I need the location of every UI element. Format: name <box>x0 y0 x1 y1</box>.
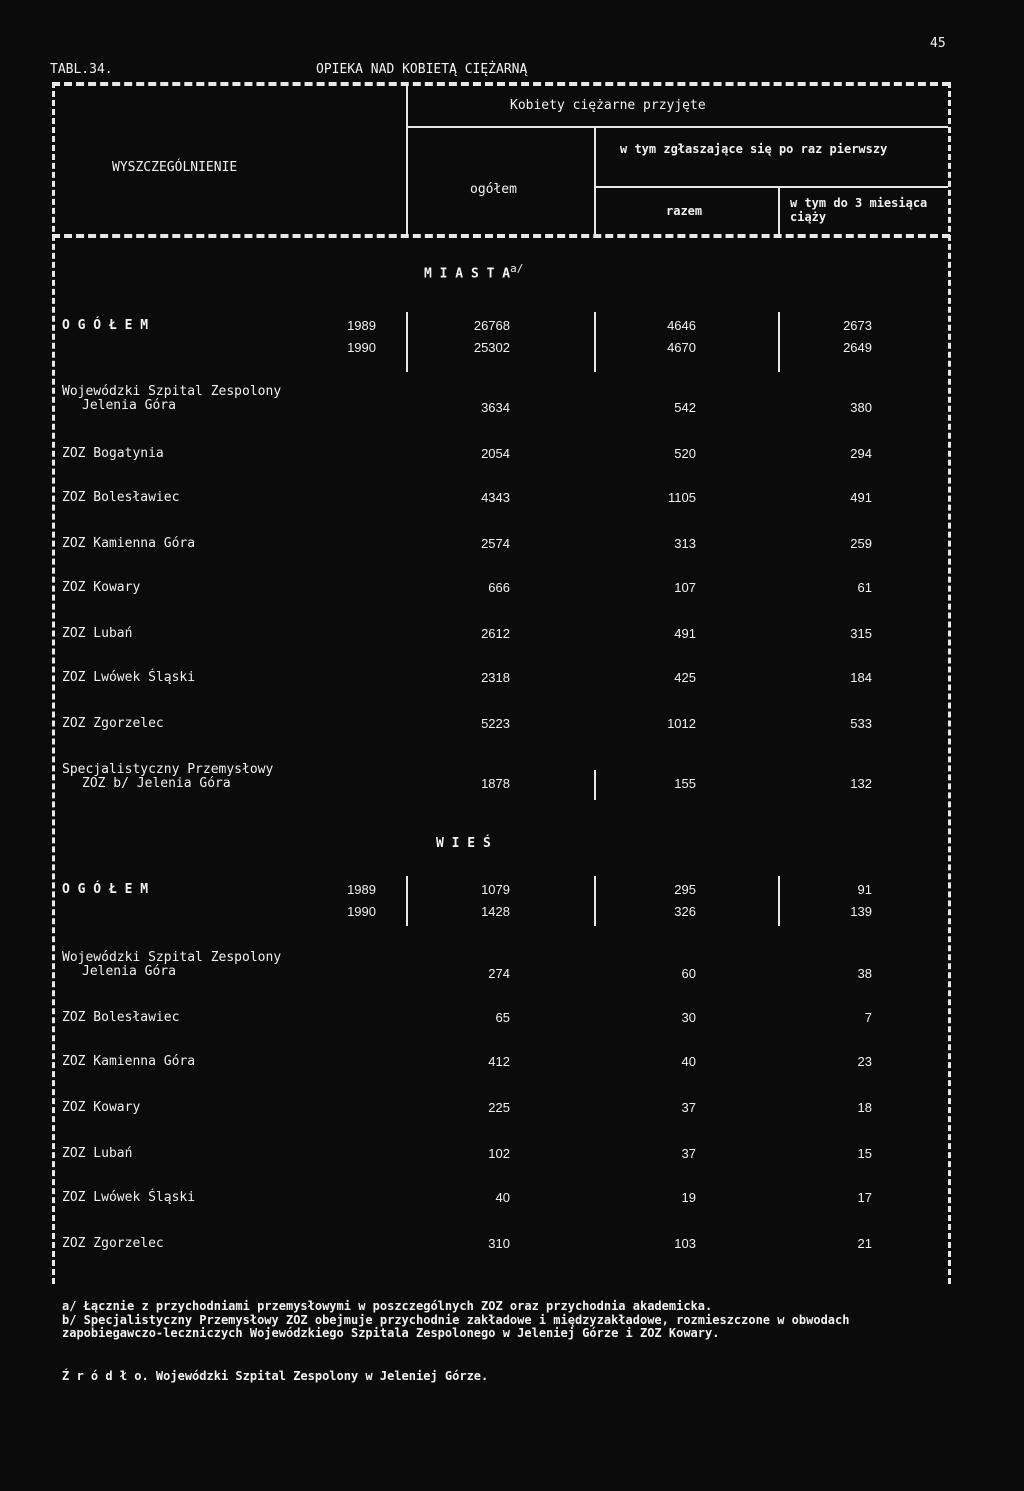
table-title: OPIEKA NAD KOBIETĄ CIĘŻARNĄ <box>316 62 528 77</box>
body-col-divider-7 <box>778 876 780 926</box>
header-divider-first <box>594 186 948 188</box>
table-label: TABL.34. <box>50 62 113 77</box>
table-right-border <box>948 82 951 1284</box>
header-group: Kobiety ciężarne przyjęte <box>510 98 706 113</box>
body-col-divider-3 <box>778 312 780 372</box>
table-left-border <box>52 82 55 1284</box>
page-number: 45 <box>930 36 946 51</box>
header-bottom-border <box>52 234 950 238</box>
body-col-divider-4 <box>594 770 596 800</box>
header-first-time: w tym zgłaszające się po raz pierwszy <box>620 142 888 156</box>
body-col-divider-1 <box>406 312 408 372</box>
miasta-total-label: O G Ó Ł E M <box>62 318 149 333</box>
footnote-b: b/ Specjalistyczny Przemysłowy ZOZ obejmuje przychodnie zakładowe i międzyzakładowe, rozmieszczone w obwodach zapobiegawczo-leczniczych Wojewódzkiego Szpitala Zespolonego w Jeleniej Górze i ZOZ Kowary. <box>62 1313 850 1340</box>
body-col-divider-2 <box>594 312 596 372</box>
body-col-divider-5 <box>406 876 408 926</box>
wies-total-label: O G Ó Ł E M <box>62 882 149 897</box>
header-divider-stub <box>406 84 408 234</box>
section-title-wies: W I E Ś <box>436 836 491 851</box>
header-first-3m: w tym do 3 miesiąca ciąży <box>790 196 928 224</box>
header-first-total: razem <box>666 204 703 218</box>
body-col-divider-6 <box>594 876 596 926</box>
header-divider-total <box>594 126 596 234</box>
footnote-a: a/ Łącznie z przychodniami przemysłowymi w poszczególnych ZOZ oraz przychodnia akademicka. <box>62 1299 713 1313</box>
header-total: ogółem <box>470 182 517 197</box>
header-divider-group <box>406 126 948 128</box>
header-stub: WYSZCZEGÓLNIENIE <box>112 160 238 175</box>
section-title-miasta: M I A S T $A^{a/}$ <box>424 262 524 282</box>
table-top-border <box>52 82 950 86</box>
header-divider-3m <box>778 186 780 234</box>
footnote-source: Ź r ó d ł o. Wojewódzki Szpital Zespolony w Jeleniej Górze. <box>62 1369 489 1383</box>
